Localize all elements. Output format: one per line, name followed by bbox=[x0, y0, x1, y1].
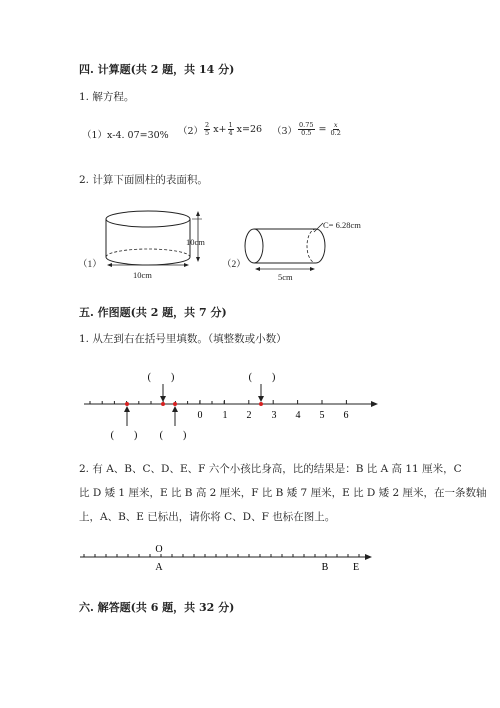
question-5-2-line2: 比 D 矮 1 厘米，E 比 B 高 2 厘米，F 比 B 矮 7 厘米，E 比 D 矮 2 厘米，在一条数轴 bbox=[79, 487, 487, 499]
section5-title: 五. 作图题(共 2 题，共 7 分) bbox=[79, 306, 227, 319]
point-b-label: B bbox=[321, 562, 329, 573]
fraction-numerator: 2 bbox=[205, 121, 210, 129]
tick-label-1: 1 bbox=[222, 410, 228, 421]
fraction-denominator: 0.2 bbox=[330, 129, 341, 137]
question-1-label: 1. 解方程。 bbox=[79, 91, 135, 103]
point-marker bbox=[173, 402, 177, 406]
tick-label-3: 3 bbox=[271, 410, 277, 421]
figure-1-width: 10cm bbox=[133, 270, 152, 280]
answer-blank: ( ) bbox=[147, 372, 175, 383]
equation-2-suffix: x=26 bbox=[236, 124, 263, 135]
fraction-numerator: 0.75 bbox=[299, 121, 314, 129]
number-line-1-labels bbox=[198, 410, 349, 421]
equation-3-prefix: （3） bbox=[272, 125, 298, 137]
point-marker bbox=[259, 402, 263, 406]
fraction-2-5 bbox=[204, 122, 210, 137]
answer-blank: ( ) bbox=[159, 430, 187, 441]
answer-blank: ( ) bbox=[248, 372, 276, 383]
fraction-denominator: 4 bbox=[228, 129, 233, 137]
fraction-denominator: 0.5 bbox=[301, 129, 312, 137]
fraction-075-05 bbox=[298, 122, 314, 137]
tick-label-0: 0 bbox=[197, 410, 203, 421]
figure-2-circumference: C= 6.28cm bbox=[323, 220, 361, 230]
equation-2-prefix: （2） bbox=[178, 125, 204, 137]
fraction-x-02 bbox=[331, 122, 341, 137]
tick-label-6: 6 bbox=[343, 410, 349, 421]
number-line-1 bbox=[78, 368, 388, 446]
section6-title: 六. 解答题(共 6 题，共 32 分) bbox=[79, 601, 235, 614]
tick-label-4: 4 bbox=[295, 410, 301, 421]
figure-1-label: （1） bbox=[78, 260, 102, 270]
fraction-numerator: x bbox=[333, 121, 338, 129]
point-a-label: A bbox=[155, 562, 163, 573]
figure-2-label: （2） bbox=[222, 260, 246, 270]
cylinder-figures bbox=[78, 205, 378, 285]
lying-cylinder bbox=[245, 223, 325, 271]
fraction-denominator: 5 bbox=[205, 129, 210, 137]
section4-title: 四. 计算题(共 2 题，共 14 分) bbox=[79, 63, 235, 76]
tick-label-5: 5 bbox=[319, 410, 325, 421]
equation-2-mid: x+ bbox=[213, 124, 227, 135]
question-5-1-label: 1. 从左到右在括号里填数。（填整数或小数） bbox=[79, 333, 287, 345]
origin-label: O bbox=[155, 544, 163, 555]
question-5-2-line3: 上，A、B、E 已标出，请你将 C、D、F 也标在图上。 bbox=[79, 511, 336, 523]
equation-1: （1）x-4. 07=30% bbox=[82, 130, 169, 141]
question-5-2-line1: 2. 有 A、B、C、D、E、F 六个小孩比身高，比的结果是：B 比 A 高 11 厘米，C bbox=[79, 463, 462, 475]
point-e-label: E bbox=[352, 562, 360, 573]
fraction-numerator: 1 bbox=[228, 121, 233, 129]
question-2-label: 2. 计算下面圆柱的表面积。 bbox=[79, 174, 208, 186]
equation-3 bbox=[272, 122, 342, 137]
figure-2-length: 5cm bbox=[278, 272, 293, 282]
answer-blank: ( ) bbox=[110, 430, 138, 441]
equation-2 bbox=[178, 122, 262, 137]
number-line-2 bbox=[78, 540, 378, 574]
point-marker bbox=[161, 402, 165, 406]
tick-label-2: 2 bbox=[246, 410, 252, 421]
fraction-1-4 bbox=[228, 122, 234, 137]
point-marker bbox=[125, 402, 129, 406]
equation-3-equals: = bbox=[318, 124, 327, 135]
figure-1-height: 10cm bbox=[186, 237, 205, 247]
